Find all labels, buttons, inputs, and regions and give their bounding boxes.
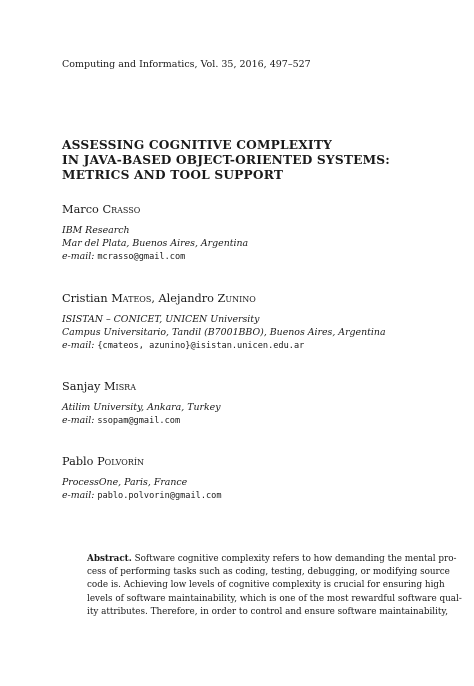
title-line: ASSESSING COGNITIVE COMPLEXITY [62, 138, 332, 152]
email-line [62, 414, 221, 428]
email-line [62, 250, 248, 264]
paper-title [62, 138, 422, 183]
email-address: pablo.polvorin@gmail.com [97, 491, 222, 501]
author-first-name: Cristian [62, 292, 108, 305]
author-affiliation [62, 401, 221, 428]
affiliation-line: Campus Universitario, Tandil (B7001BBO), Buenos Aires, Argentina [62, 327, 386, 338]
author-last-name: Misra [103, 380, 136, 393]
abstract-line: levels of software maintainability, which is one of the most rewardful software qual- [87, 593, 462, 604]
journal-header: Computing and Informatics, Vol. 35, 2016, 497–527 [62, 59, 311, 70]
abstract-text: Software cognitive complexity refers to how demanding the mental pro- [131, 554, 457, 564]
affiliation-line: ISISTAN – CONICET, UNICEN University [62, 314, 260, 325]
author-name [62, 292, 256, 305]
title-line: IN JAVA-BASED OBJECT-ORIENTED SYSTEMS: [62, 153, 390, 167]
author-last-name: Crasso [102, 203, 141, 216]
author-first-name: Sanjay [62, 380, 101, 393]
author-last-name: Zunino [217, 292, 256, 305]
abstract-label: Abstract. [87, 554, 132, 564]
author-last-name: Polvorín [97, 455, 144, 468]
author-name [62, 380, 136, 393]
author-name [62, 455, 144, 468]
author-name [62, 203, 140, 216]
email-address: mcrasso@gmail.com [97, 252, 186, 262]
affiliation-line: Mar del Plata, Buenos Aires, Argentina [62, 238, 249, 249]
email-label: e-mail: [62, 490, 95, 501]
email-address: ssopam@gmail.com [97, 416, 181, 426]
abstract-line [87, 553, 457, 566]
author-affiliation [62, 224, 248, 264]
email-line [62, 489, 222, 503]
abstract [87, 553, 462, 619]
email-label: e-mail: [62, 251, 95, 262]
email-line [62, 339, 386, 353]
abstract-line: cess of performing tasks such as coding, testing, debugging, or modifying source [87, 567, 450, 578]
author-first-name: Marco [62, 203, 99, 216]
abstract-line: ity attributes. Therefore, in order to control and ensure software maintainability, [87, 606, 449, 617]
author-last-name: Mateos [111, 292, 152, 305]
author-affiliation [62, 476, 222, 503]
affiliation-line: Atilim University, Ankara, Turkey [62, 402, 221, 413]
affiliation-line: ProcessOne, Paris, France [62, 477, 188, 488]
title-line: METRICS AND TOOL SUPPORT [62, 168, 284, 182]
email-label: e-mail: [62, 340, 95, 351]
email-address: {cmateos, azunino}@isistan.unicen.edu.ar [97, 341, 305, 351]
author-first-name: Pablo [62, 455, 94, 468]
abstract-line: code is. Achieving low levels of cognitive complexity is crucial for ensuring high [87, 580, 445, 591]
author-affiliation [62, 313, 386, 353]
author-connector: , Alejandro [151, 292, 218, 305]
email-label: e-mail: [62, 415, 95, 426]
affiliation-line: IBM Research [62, 225, 130, 236]
